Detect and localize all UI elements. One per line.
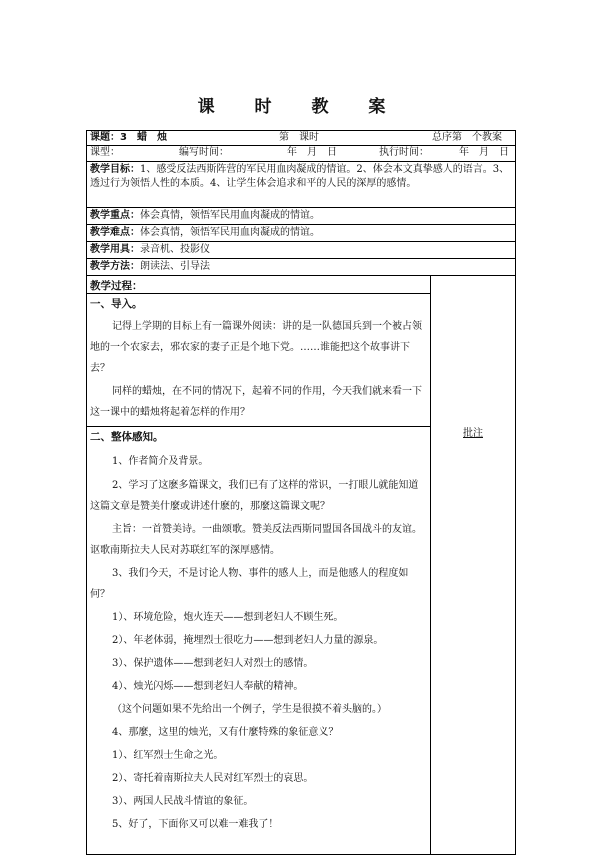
row-methods <box>86 259 516 276</box>
key-points-label: 教学重点： <box>90 210 140 221</box>
item-3: 3、我们今天，不是讨论人物、事件的感人上，而是他感人的程度如何？ <box>90 568 409 600</box>
type-label: 课型： <box>90 147 120 158</box>
process-divider <box>87 293 430 294</box>
goals-text: 1、感受反法西斯阵营的军民用血肉凝成的情谊。2、体会本文真挚感人的语言。3、透过行为领悟人性的本质。4、让学生体会追求和平的人民的深厚的感情。 <box>90 164 510 189</box>
teaching-note: （这个问题如果不先给出一个例子，学生是很摸不着头脑的。） <box>112 704 387 715</box>
subitem-3-2: 2）、年老体弱，掩埋烈士很吃力——想到老妇人力量的源泉。 <box>112 635 384 646</box>
section-divider <box>87 426 430 427</box>
notes-label: 批注 <box>463 428 483 439</box>
subitem-3-1: 1）、环境危险，炮火连天——想到老妇人不顾生死。 <box>112 612 344 623</box>
intro-paragraph-1: 记得上学期的目标上有一篇课外阅读：讲的是一队德国兵到一个被占领地的一个农家去，邪农家的妻子正是个地下党。……谁能把这个故事讲下去？ <box>90 321 422 374</box>
lesson-plan-table <box>86 130 516 855</box>
key-points-text: 体会真情，领悟军民用血肉凝成的情谊。 <box>140 210 320 221</box>
exec-time-label: 执行时间： <box>379 147 429 158</box>
goals-text-block <box>90 163 512 191</box>
subitem-4-3: 3）、两国人民战斗情谊的象征。 <box>112 796 254 807</box>
tools-block <box>90 243 512 257</box>
period-label: 第 课时 <box>279 132 319 143</box>
subitem-3-3: 3）、保护遗体——想到老妇人对烈士的感情。 <box>112 658 314 669</box>
notes-column <box>431 276 515 854</box>
subitem-4-2: 2）、寄托着南斯拉夫人民对红军烈士的哀思。 <box>112 773 314 784</box>
written-time-label: 编写时间： <box>179 147 229 158</box>
page-title: 课 时 教 案 <box>197 97 403 117</box>
row-lesson <box>86 130 516 146</box>
item-4: 4、那麼，这里的烛光，又有什麼特殊的象征意义？ <box>112 727 339 738</box>
row-key-points <box>86 208 516 225</box>
item-2: 2、学习了这麽多篇课文，我们已有了这样的常识，一打眼儿就能知道这篇文章是赞美什麼或讲述什麽的，那麼这篇课文呢？ <box>90 480 419 512</box>
exec-date: 年 月 日 <box>459 147 509 158</box>
process-label: 教学过程： <box>90 280 143 292</box>
tools-text: 录音机、投影仪 <box>140 244 210 255</box>
methods-block <box>90 260 512 274</box>
process-column <box>87 276 431 854</box>
total-label: 总序第 个教案 <box>432 132 502 143</box>
row-difficulties <box>86 225 516 242</box>
row-goals <box>86 162 516 208</box>
subitem-3-4: 4）、烛光闪烁——想到老妇人奉献的精神。 <box>112 681 304 692</box>
theme-summary: 主旨：一首赞美诗。一曲颂歌。赞美反法西斯同盟国各国战斗的友谊。讴歌南斯拉夫人民对苏联红军的深厚感情。 <box>90 524 422 556</box>
written-date: 年 月 日 <box>287 147 337 158</box>
methods-text: 朗读法、引导法 <box>140 261 210 272</box>
difficulties-label: 教学难点： <box>90 227 140 238</box>
goals-label: 教学目标： <box>90 164 140 175</box>
intro-paragraph-2: 同样的蜡烛，在不同的情况下，起着不同的作用，今天我们就来看一下这一课中的蜡烛将起着怎样的作用？ <box>90 386 422 418</box>
item-1: 1、作者简介及背景。 <box>112 456 209 467</box>
lesson-label: 课题：3 蜡 烛 <box>90 132 167 143</box>
difficulties-block <box>90 226 512 240</box>
intro-heading: 一、导入。 <box>90 298 143 310</box>
row-tools <box>86 242 516 259</box>
tools-label: 教学用具： <box>90 244 140 255</box>
subitem-4-1: 1）、红军烈士生命之光。 <box>112 750 224 761</box>
key-points-block <box>90 209 512 223</box>
row-type <box>86 146 516 162</box>
difficulties-text: 体会真情，领悟军民用血肉凝成的情谊。 <box>140 227 320 238</box>
methods-label: 教学方法： <box>90 261 140 272</box>
row-process <box>86 276 516 855</box>
overall-heading: 二、整体感知。 <box>90 431 164 443</box>
item-5: 5、好了，下面你又可以难一难我了！ <box>112 819 279 830</box>
